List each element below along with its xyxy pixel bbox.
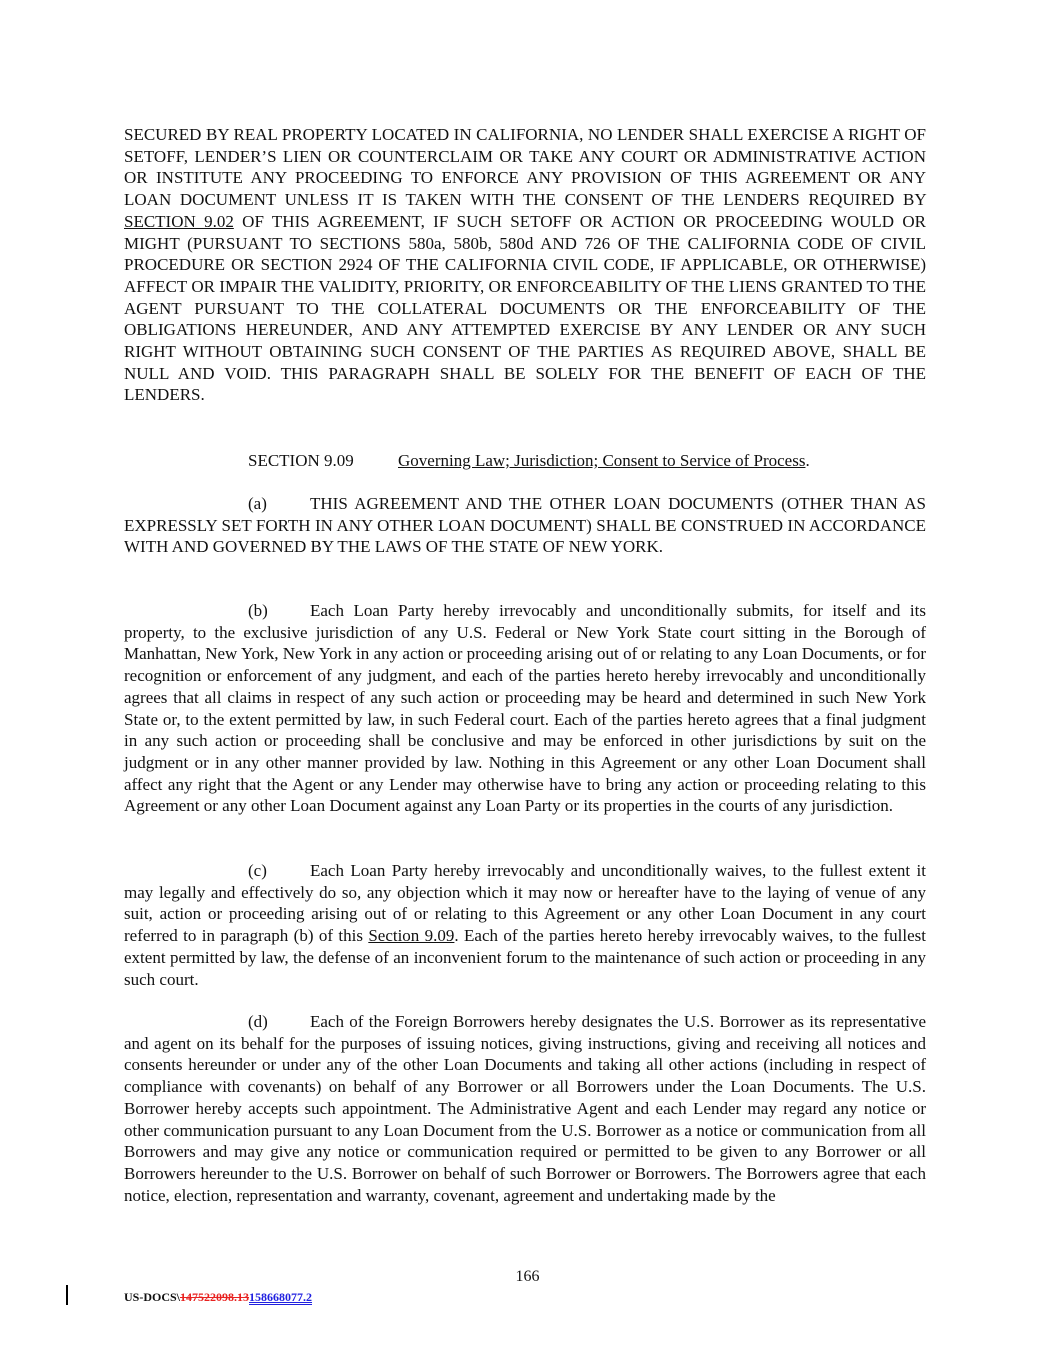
paragraph-a-label: (a) [248,494,267,513]
paragraph-b [124,600,926,817]
paragraph-a [124,493,926,558]
section-9-09-reference: Section 9.09 [368,926,455,946]
document-id-prefix: US-DOCS\ [124,1290,181,1304]
paragraph-b-text: Each Loan Party hereby irrevocably and unconditionally submits, for itself and its property, to the exclusive jurisdiction of any U.S. Federal or New York State court sitting in the Borough of Manhattan, New York, New York in any action or proceeding arising out of or relating to any Loan Documents, or for recognition or enforcement of any judgment, and each of the parties hereto hereby irrevocably and unconditionally agrees that all claims in respect of any such action or proceeding may be heard and determined in such New York State or, to the extent permitted by law, in such Federal court. Each of the parties hereto agrees that a final judgment in any such action or proceeding shall be conclusive and may be enforced in other jurisdictions by suit on the judgment or in any other manner provided by law. Nothing in this Agreement or any other Loan Document shall affect any right that the Agent or any Lender may otherwise have to bring any action or proceeding relating to this Agreement or any other Loan Document against any Loan Party or its properties in the courts of any jurisdiction. [124,601,926,816]
caps-text-after-ref: OF THIS AGREEMENT, IF SUCH SETOFF OR ACTION OR PROCEEDING WOULD OR MIGHT (PURSUANT TO SECTIONS 580a, 580b, 580d AND 726 OF THE CALIFORNIA CODE OF CIVIL PROCEDURE OR SECTION 2924 OF THE CALIFORNIA CIVIL CODE, IF APPLICABLE, OR OTHERWISE) AFFECT OR IMPAIR THE VALIDITY, PRIORITY, OR ENFORCEABILITY OF THE LIENS GRANTED TO THE AGENT PURSUANT TO THE COLLATERAL DOCUMENTS OR THE ENFORCEABILITY OF THE OBLIGATIONS HEREUNDER, AND ANY ATTEMPTED EXERCISE BY ANY LENDER OR ANY SUCH RIGHT WITHOUT OBTAINING SUCH CONSENT OF THE PARTIES AS REQUIRED ABOVE, SHALL BE NULL AND VOID. THIS PARAGRAPH SHALL BE SOLELY FOR THE BENEFIT OF EACH OF THE LENDERS. [124,211,927,405]
caps-paragraph [124,124,926,406]
section-9-02-reference: SECTION 9.02 [124,211,234,231]
paragraph-c-text-after-ref: . Each of the parties hereto hereby irrevocably waives, to the fullest extent permitted by law, the defense of an inconvenient forum to the maintenance of such action or proceeding in any such court. [124,926,926,989]
revision-change-bar [66,1285,68,1305]
section-heading [124,450,926,472]
paragraph-d-text: Each of the Foreign Borrowers hereby designates the U.S. Borrower as its representative and agent on its behalf for the purposes of issuing notices, giving instructions, giving and receiving all notices and consents hereunder or under any of the other Loan Documents and taking all other actions (including in respect of compliance with covenants) on behalf of any Borrower or all Borrowers under the Loan Documents. The U.S. Borrower hereby accepts such appointment. The Administrative Agent and each Lender may regard any notice or other communication pursuant to any Loan Document from the U.S. Borrower as a notice or communication from all Borrowers and may give any notice or communication required or permitted to be given to any Borrower or all Borrowers hereunder to the U.S. Borrower on behalf of such Borrower or Borrowers. The Borrowers agree that each notice, election, representation and warranty, covenant, agreement and undertaking made by the [124,1012,926,1205]
section-title: Governing Law; Jurisdiction; Consent to Service of Process [398,451,806,470]
paragraph-c-label: (c) [248,861,267,880]
section-number: SECTION 9.09 [248,451,354,470]
document-id [124,1290,312,1305]
paragraph-c [124,860,926,990]
paragraph-d [124,1011,926,1206]
section-title-period: . [805,451,810,470]
paragraph-d-label: (d) [248,1012,268,1031]
document-id-deleted: 147522098.13 [180,1290,250,1304]
paragraph-c-text-before-ref: Each Loan Party hereby irrevocably and unconditionally waives, to the fullest extent it may legally and effectively do so, any objection which it may now or hereafter have to the laying of venue of any suit, action or proceeding arising out of or relating to this Agreement or any other Loan Document in any court referred to in paragraph (b) of this [124,861,926,946]
paragraph-a-text: THIS AGREEMENT AND THE OTHER LOAN DOCUMENTS (OTHER THAN AS EXPRESSLY SET FORTH IN ANY OTHER LOAN DOCUMENT) SHALL BE CONSTRUED IN ACCORDANCE WITH AND GOVERNED BY THE LAWS OF THE STATE OF NEW YORK. [124,494,926,557]
paragraph-b-label: (b) [248,601,268,620]
page-number: 166 [515,1268,540,1285]
caps-text-before-ref: SECURED BY REAL PROPERTY LOCATED IN CALIFORNIA, NO LENDER SHALL EXERCISE A RIGHT OF SETOFF, LENDER’S LIEN OR COUNTERCLAIM OR TAKE ANY COURT OR ADMINISTRATIVE ACTION OR INSTITUTE ANY PROCEEDING TO ENFORCE ANY PROVISION OF THIS AGREEMENT OR ANY LOAN DOCUMENT UNLESS IT IS TAKEN WITH THE CONSENT OF THE LENDERS REQUIRED BY [124,125,926,210]
document-id-inserted: 158668077.2 [249,1290,313,1304]
